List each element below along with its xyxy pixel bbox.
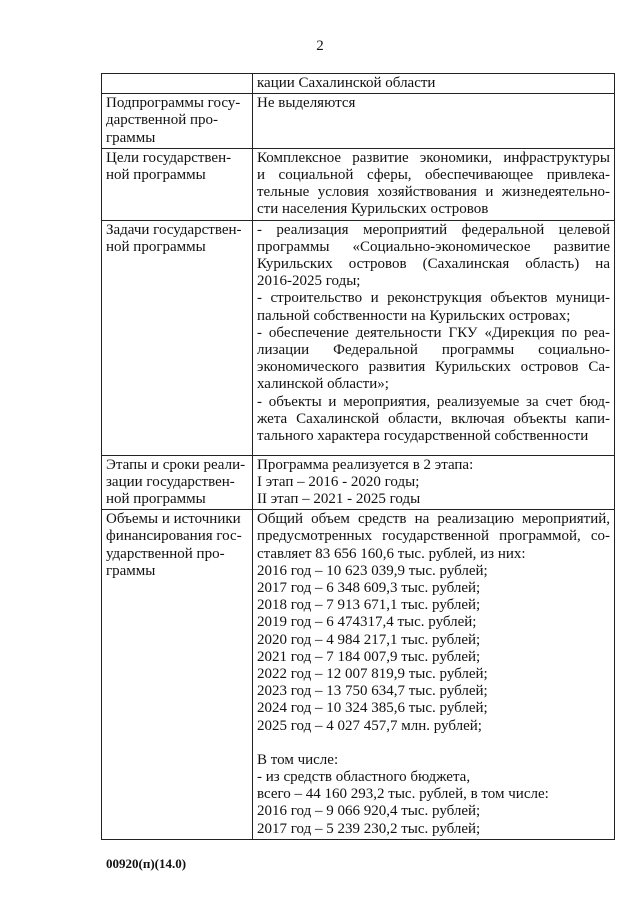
row-label-cell xyxy=(102,510,253,840)
row-content-line: лизации Федеральной программы социально- xyxy=(257,342,610,359)
row-content-line: I этап – 2016 - 2020 годы; xyxy=(257,473,420,490)
row-content-line: предусмотренных государственной программой, со- xyxy=(257,528,610,545)
table-row xyxy=(102,510,615,840)
row-content-line: 2017 год – 5 239 230,2 тыс. рублей; xyxy=(257,820,481,837)
row-label-cell xyxy=(102,74,253,94)
blank-line xyxy=(257,735,610,752)
row-content-line: 2016 год – 9 066 920,4 тыс. рублей; xyxy=(257,803,481,820)
row-content-line: пальной собственности на Курильских островах; xyxy=(257,307,571,324)
row-content-line: Не выделяются xyxy=(257,95,356,112)
row-content-line: Комплексное развитие экономики, инфраструктуры xyxy=(257,149,610,166)
row-content-line: - из средств областного бюджета, xyxy=(257,769,471,786)
row-content-line: 2019 год – 6 474317,4 тыс. рублей; xyxy=(257,614,477,631)
row-label-line: Цели государствен- xyxy=(106,149,232,166)
row-content-line: - строительство и реконструкция объектов муници- xyxy=(257,290,610,307)
row-content-cell xyxy=(253,220,615,455)
table-row xyxy=(102,74,615,94)
row-content-cell xyxy=(253,455,615,510)
row-label-line: Подпрограммы госу- xyxy=(106,95,241,112)
row-content-line: халинской области»; xyxy=(257,376,389,393)
table-row xyxy=(102,220,615,455)
row-label-line: Задачи государствен- xyxy=(106,221,242,238)
row-content-line: 2023 год – 13 750 634,7 тыс. рублей; xyxy=(257,683,488,700)
row-content-line: 2022 год – 12 007 819,9 тыс. рублей; xyxy=(257,666,488,683)
row-content-line: 2021 год – 7 184 007,9 тыс. рублей; xyxy=(257,648,481,665)
row-content-cell xyxy=(253,510,615,840)
row-content-line: Программа реализуется в 2 этапа: xyxy=(257,456,474,473)
row-content-line: - реализация мероприятий федеральной целевой xyxy=(257,221,610,238)
row-content-line: 2016 год – 10 623 039,9 тыс. рублей; xyxy=(257,562,488,579)
row-label-cell xyxy=(102,94,253,149)
row-label-line: Объемы и источники xyxy=(106,511,241,528)
row-content-line: 2025 год – 4 027 457,7 млн. рублей; xyxy=(257,717,482,734)
row-content-line: кации Сахалинской области xyxy=(257,75,436,91)
row-label-line: дарственной про- xyxy=(106,112,219,129)
row-label-line: граммы xyxy=(106,562,156,579)
document-code: 00920(п)(14.0) xyxy=(106,856,187,871)
row-label-line: финансирования гос- xyxy=(106,528,242,545)
row-label-line: зации государствен- xyxy=(106,473,235,490)
table-row xyxy=(102,455,615,510)
page-number: 2 xyxy=(316,38,324,54)
row-content-line: программы «Социально-экономическое развитие xyxy=(257,238,610,255)
row-label-line: ной программы xyxy=(106,238,206,255)
row-content-line: - объекты и мероприятия, реализуемые за счет бюд- xyxy=(257,393,610,410)
row-content-line: сти населения Курильских островов xyxy=(257,201,489,218)
row-content-line: Общий объем средств на реализацию мероприятий, xyxy=(257,511,610,528)
row-label-cell xyxy=(102,220,253,455)
row-content-cell xyxy=(253,94,615,149)
row-content-line: 2017 год – 6 348 609,3 тыс. рублей; xyxy=(257,580,481,597)
row-content-line: и социальной сферы, обеспечивающее привлека- xyxy=(257,167,610,184)
row-label-line: ударственной про- xyxy=(106,545,225,562)
table-row xyxy=(102,148,615,220)
row-content-line: - обеспечение деятельности ГКУ «Дирекция по реа- xyxy=(257,324,610,341)
row-content-line: всего – 44 160 293,2 тыс. рублей, в том числе: xyxy=(257,786,549,803)
row-content-line: 2024 год – 10 324 385,6 тыс. рублей; xyxy=(257,700,488,717)
row-content-line: жета Сахалинской области, включая объекты капи- xyxy=(257,410,610,427)
row-content-line: Курильских островов (Сахалинская область) на xyxy=(257,256,610,273)
row-label-line: ной программы xyxy=(106,167,206,184)
row-label-line: Этапы и сроки реали- xyxy=(106,456,246,473)
row-label-cell xyxy=(102,455,253,510)
table-row xyxy=(102,94,615,149)
row-content-line: тального характера государственной собственности xyxy=(257,428,589,445)
row-label-line: граммы xyxy=(106,129,156,146)
row-content-line: ставляет 83 656 160,6 тыс. рублей, из них: xyxy=(257,545,526,562)
row-label-cell xyxy=(102,148,253,220)
row-label-line: ной программы xyxy=(106,491,206,508)
row-content-line: 2016-2025 годы; xyxy=(257,273,361,290)
row-content-line: экономического развития Курильских островов Са- xyxy=(257,359,610,376)
row-content-line: II этап – 2021 - 2025 годы xyxy=(257,491,421,508)
program-passport-table xyxy=(101,73,615,840)
row-content-cell xyxy=(253,148,615,220)
row-content-line: В том числе: xyxy=(257,751,339,768)
row-content-line: 2018 год – 7 913 671,1 тыс. рублей; xyxy=(257,597,481,614)
row-content-line: тельные условия хозяйствования и жизнедеятельно- xyxy=(257,184,610,201)
row-content-line: 2020 год – 4 984 217,1 тыс. рублей; xyxy=(257,631,481,648)
row-content-cell xyxy=(253,74,615,94)
